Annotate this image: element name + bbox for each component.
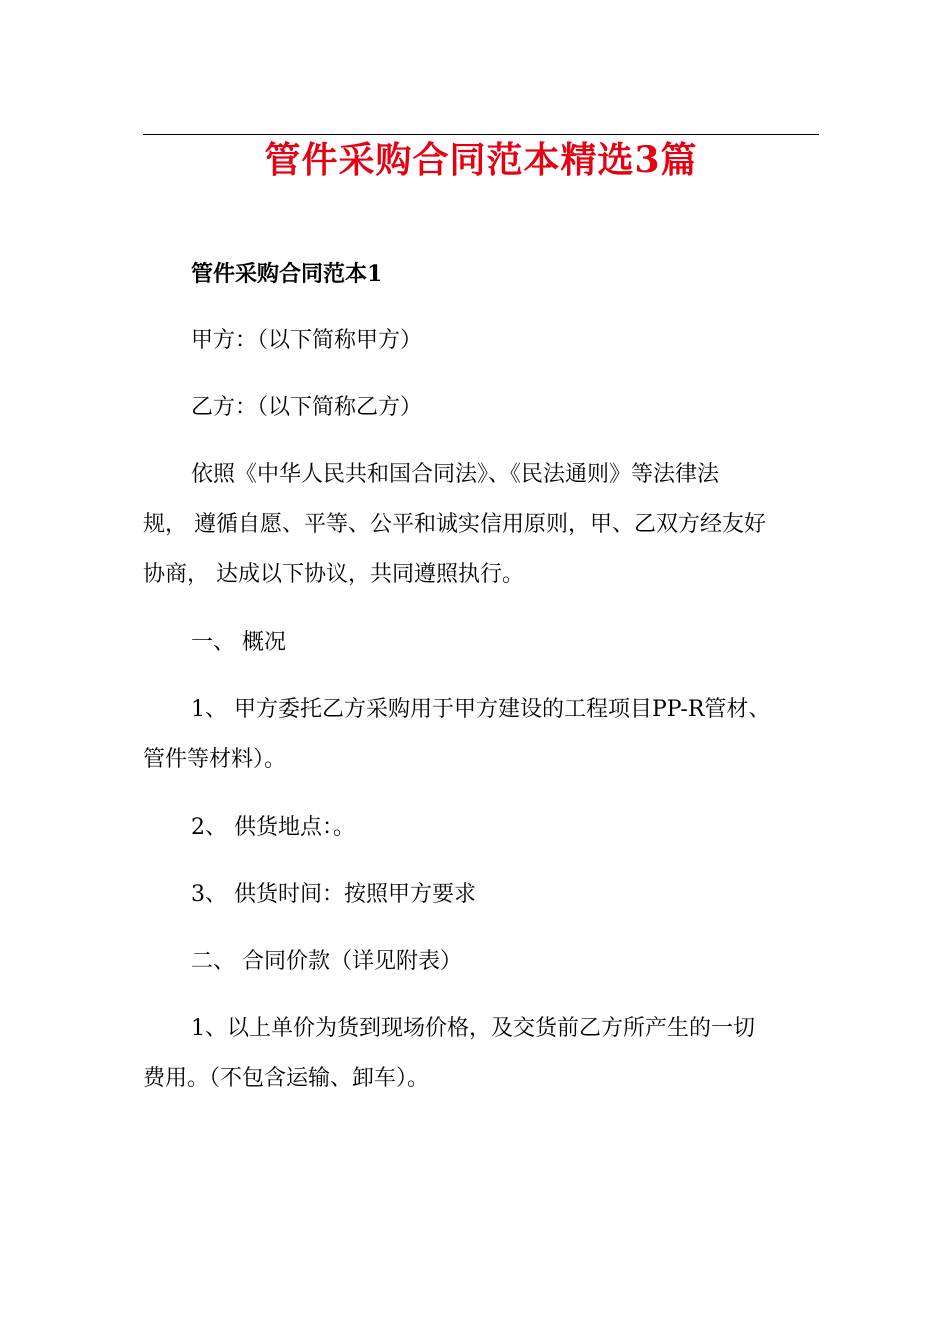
clause-line: 费用。（不包含运输、卸车）。: [143, 1066, 430, 1091]
party-b-line: [143, 383, 823, 433]
contract-heading-text: 管件采购合同范本1: [191, 261, 383, 287]
section-1-item-1: [143, 685, 823, 785]
party-a-line: [143, 316, 823, 366]
party-a-text: 甲方：（以下简称甲方）: [191, 328, 423, 353]
clause-line: 1、 甲方委托乙方采购用于甲方建设的工程项目PP-R管材、: [191, 697, 771, 722]
preamble-line: 依照《中华人民共和国合同法》、《民法通则》等法律法: [191, 462, 720, 487]
header-rule: [143, 134, 819, 135]
clause-line: 2、 供货地点：。: [191, 815, 355, 840]
clause-line: 管件等材料）。: [143, 747, 287, 772]
section-title-text: 一、 概况: [191, 630, 286, 655]
contract-heading: [143, 249, 823, 299]
document-title: 管件采购合同范本精选3篇: [264, 139, 698, 181]
clause-line: 3、 供货时间：按照甲方要求: [191, 882, 476, 907]
section-2-title: [143, 937, 823, 987]
clause-line: 1、以上单价为货到现场价格，及交货前乙方所产生的一切: [191, 1016, 755, 1041]
section-1-item-2: [143, 803, 823, 853]
preamble-paragraph: [143, 450, 823, 600]
section-2-item-1: [143, 1004, 823, 1104]
preamble-line: 规， 遵循自愿、平等、公平和诚实信用原则，甲、乙双方经友好: [143, 512, 766, 537]
section-title-text: 二、 合同价款（详见附表）: [191, 949, 462, 974]
preamble-line: 协商， 达成以下协议，共同遵照执行。: [143, 562, 524, 587]
section-1-title: [143, 618, 823, 668]
section-1-item-3: [143, 870, 823, 920]
party-b-text: 乙方：（以下简称乙方）: [191, 395, 423, 420]
